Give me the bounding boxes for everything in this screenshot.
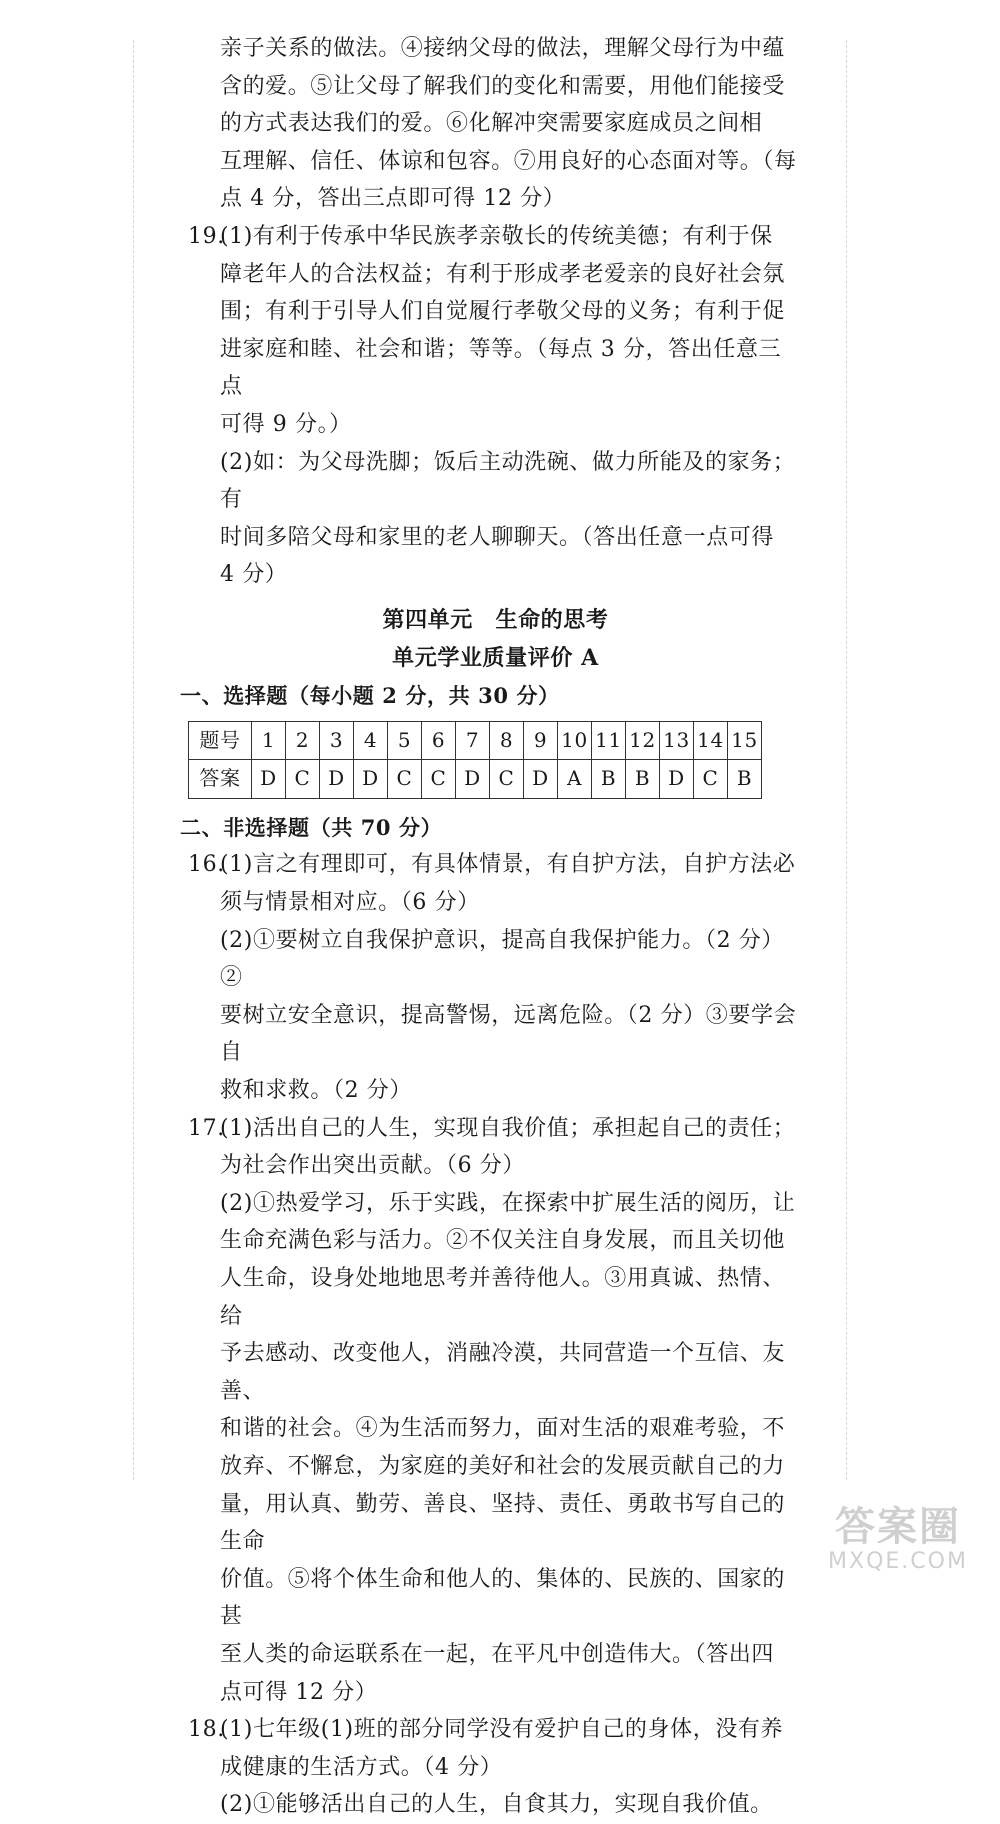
text-line: (2)①热爱学习，乐于实践，在探索中扩展生活的阅历，让: [220, 1190, 796, 1216]
text-line: 互理解、信任、体谅和包容。⑦用良好的心态面对等。（每: [220, 148, 797, 174]
table-row-numbers: [189, 721, 762, 760]
question-number-cell: 8: [490, 721, 524, 760]
question-16: [188, 846, 803, 1109]
answer-cell: C: [286, 760, 320, 799]
text-line: 可得 9 分。）: [220, 411, 352, 437]
page-margin-rule-left: [133, 40, 134, 1480]
question-18: [188, 1711, 803, 1824]
question-number-cell: 3: [320, 721, 354, 760]
text-line: 时间多陪父母和家里的老人聊聊天。（答出任意一点可得: [220, 524, 775, 550]
answer-cell: D: [252, 760, 286, 799]
question-number: 16.: [188, 852, 225, 878]
answer-cell: D: [320, 760, 354, 799]
answer-cell: A: [558, 760, 592, 799]
question-number-cell: 1: [252, 721, 286, 760]
question-number: 18.: [188, 1717, 225, 1743]
text-line: (1)言之有理即可，有具体情景，有自护方法，自护方法必: [220, 852, 796, 878]
text-line: 围；有利于引导人们自觉履行孝敬父母的义务；有利于促: [220, 299, 786, 325]
text-line: (2)①要树立自我保护意识，提高自我保护能力。（2 分）②: [220, 927, 784, 991]
continued-answer-18-part2: [188, 30, 803, 218]
watermark-logo: [808, 1505, 988, 1575]
answer-cell: C: [490, 760, 524, 799]
question-number: 17.: [188, 1115, 225, 1141]
text-line: 价值。⑤将个体生命和他人的、集体的、民族的、国家的甚: [220, 1566, 786, 1630]
text-line: 为社会作出突出贡献。（6 分）: [220, 1153, 525, 1179]
question-number-cell: 12: [626, 721, 660, 760]
text-line: 要树立安全意识，提高警惕，远离危险。（2 分）③要学会自: [220, 1002, 797, 1066]
text-line: (1)有利于传承中华民族孝亲敬长的传统美德；有利于保: [220, 223, 773, 249]
answer-cell: D: [660, 760, 694, 799]
text-line: 和谐的社会。④为生活而努力，面对生活的艰难考验，不: [220, 1416, 786, 1442]
table-header-cell: 答案: [189, 760, 252, 799]
question-17: [188, 1110, 803, 1712]
answer-cell: D: [456, 760, 490, 799]
answer-page: [180, 30, 803, 1824]
text-line: (2)如：为父母洗脚；饭后主动洗碗、做力所能及的家务；有: [220, 449, 796, 513]
text-line: 至人类的命运联系在一起，在平凡中创造伟大。（答出四: [220, 1641, 775, 1667]
text-line: 点可得 12 分）: [220, 1679, 378, 1705]
text-line: (2)①能够活出自己的人生，自食其力，实现自我价值。: [220, 1792, 773, 1818]
text-line: 成健康的生活方式。（4 分）: [220, 1754, 503, 1780]
unit-title: 第四单元 生命的思考: [382, 606, 609, 633]
text-line: 放弃、不懈怠，为家庭的美好和社会的发展贡献自己的力: [220, 1453, 786, 1479]
question-number: 19.: [188, 223, 225, 249]
text-line: (1)七年级(1)班的部分同学没有爱护自己的身体，没有养: [220, 1717, 784, 1743]
watermark-url: MXQE.COM: [828, 1549, 968, 1574]
answer-cell: B: [592, 760, 626, 799]
question-number-cell: 2: [286, 721, 320, 760]
table-row-answers: [189, 760, 762, 799]
unit-subtitle: 单元学业质量评价 A: [392, 644, 599, 671]
question-number-cell: 4: [354, 721, 388, 760]
text-line: 含的爱。⑤让父母了解我们的变化和需要，用他们能接受: [220, 73, 786, 99]
answer-cell: B: [728, 760, 762, 799]
text-line: (1)活出自己的人生，实现自我价值；承担起自己的责任；: [220, 1115, 796, 1141]
text-line: 生命充满色彩与活力。②不仅关注自身发展，而且关切他: [220, 1228, 786, 1254]
watermark-title: 答案圈: [835, 1504, 961, 1550]
text-line: 点 4 分，答出三点即可得 12 分）: [220, 186, 566, 212]
question-number-cell: 11: [592, 721, 626, 760]
text-line: 4 分）: [220, 562, 288, 588]
question-19: [188, 218, 803, 594]
table-header-cell: 题号: [189, 721, 252, 760]
text-line: 人生命，设身处地地思考并善待他人。③用真诚、热情、给: [220, 1266, 786, 1329]
text-line: 救和求救。（2 分）: [220, 1078, 412, 1104]
question-number-cell: 15: [728, 721, 762, 760]
question-number-cell: 10: [558, 721, 592, 760]
answer-cell: C: [694, 760, 728, 799]
text-line: 须与情景相对应。（6 分）: [220, 890, 480, 916]
text-line: 障老年人的合法权益；有利于形成孝老爱亲的良好社会氛: [220, 261, 786, 287]
text-line: 进家庭和睦、社会和谐；等等。（每点 3 分，答出任意三点: [220, 336, 782, 400]
question-number-cell: 13: [660, 721, 694, 760]
answer-cell: C: [422, 760, 456, 799]
answer-cell: D: [524, 760, 558, 799]
page-margin-rule-right: [846, 40, 847, 1480]
question-number-cell: 5: [388, 721, 422, 760]
text-line: 予去感动、改变他人，消融冷漠，共同营造一个互信、友善、: [220, 1341, 786, 1404]
answer-cell: C: [388, 760, 422, 799]
answer-table: [188, 721, 762, 799]
question-number-cell: 7: [456, 721, 490, 760]
text-line: 亲子关系的做法。④接纳父母的做法，理解父母行为中蕴: [220, 36, 786, 61]
question-number-cell: 6: [422, 721, 456, 760]
answer-cell: D: [354, 760, 388, 799]
section-1-title: 一、选择题（每小题 2 分，共 30 分）: [180, 683, 560, 709]
question-number-cell: 14: [694, 721, 728, 760]
section-2-title: 二、非选择题（共 70 分）: [180, 814, 443, 840]
text-line: 的方式表达我们的爱。⑥化解冲突需要家庭成员之间相: [220, 111, 763, 137]
question-number-cell: 9: [524, 721, 558, 760]
text-line: 量，用认真、勤劳、善良、坚持、责任、勇敢书写自己的生命: [220, 1491, 786, 1555]
answer-cell: B: [626, 760, 660, 799]
